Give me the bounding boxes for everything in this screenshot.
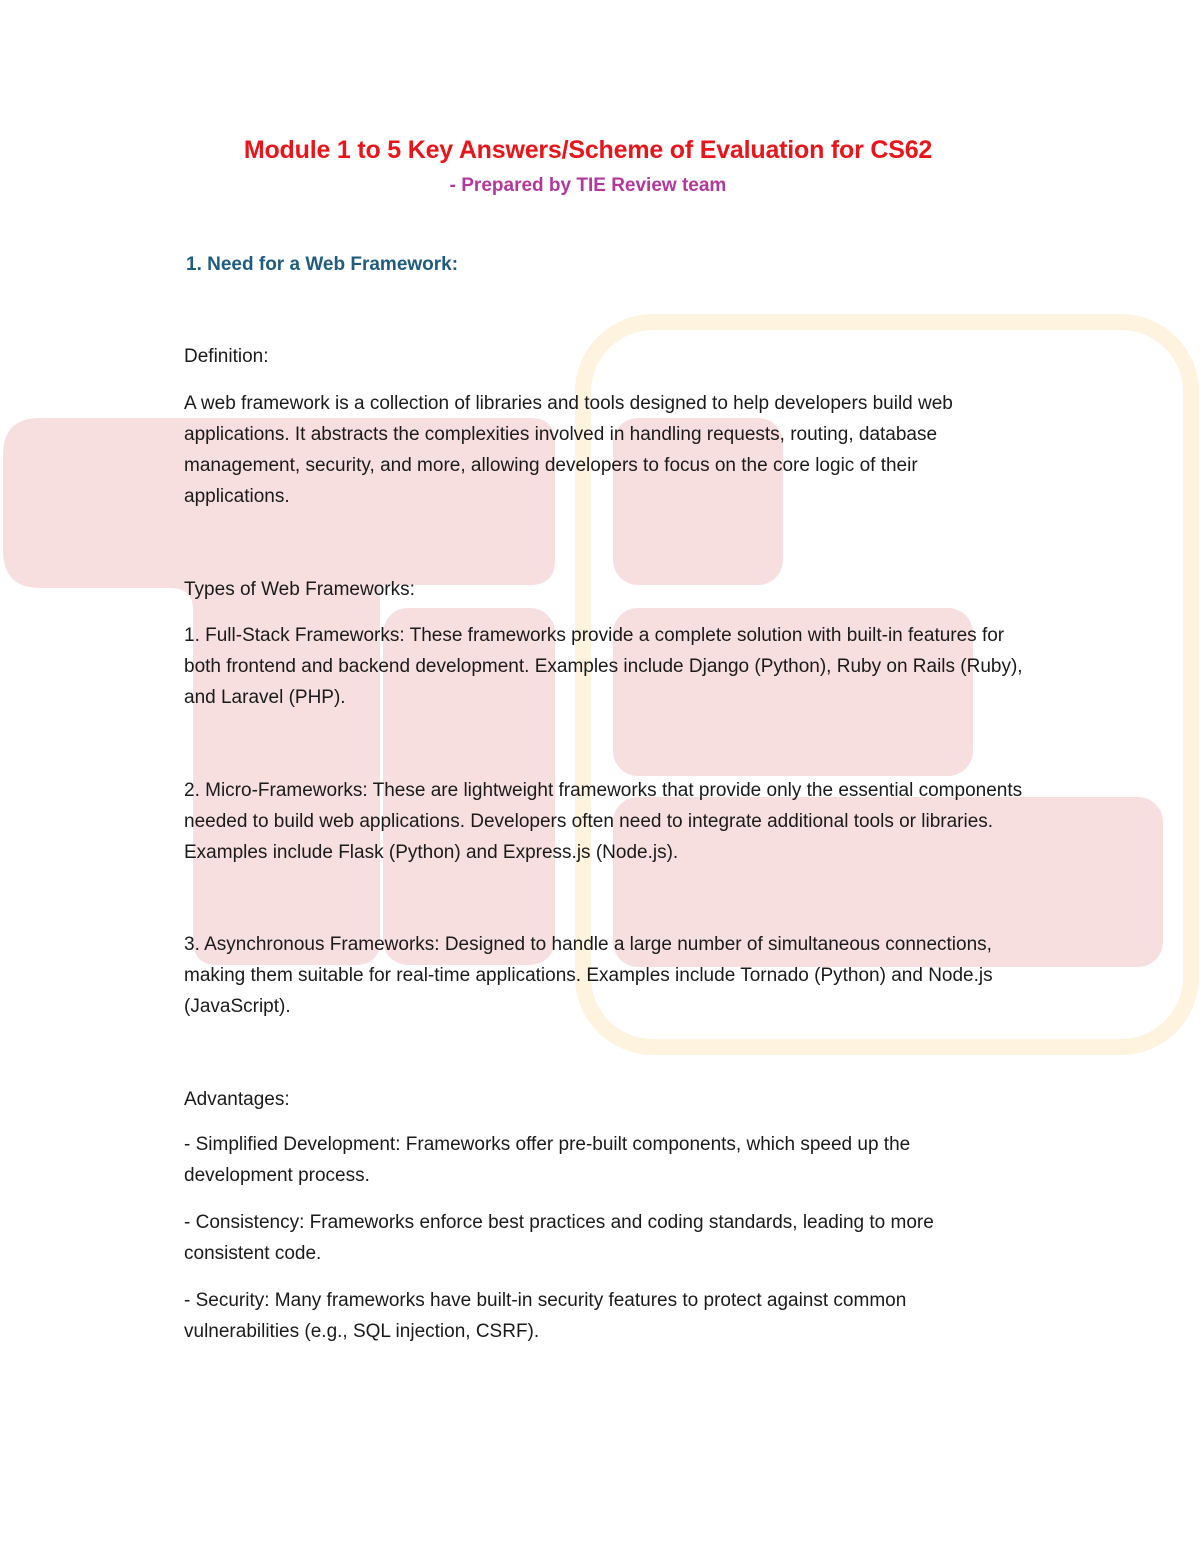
advantages-label: Advantages: [184, 1089, 290, 1110]
advantage-item-consistency: - Consistency: Frameworks enforce best practices and coding standards, leading to more consistent code. [184, 1212, 934, 1264]
definition-label: Definition: [184, 346, 269, 367]
section-heading: 1. Need for a Web Framework: [186, 254, 459, 275]
advantage-item-security: - Security: Many frameworks have built-in security features to protect against common vulnerabilities (e.g., SQL injection, CSRF). [184, 1290, 907, 1342]
type-item-full-stack: 1. Full-Stack Frameworks: These frameworks provide a complete solution with built-in features for both frontend and backend development. Examples include Django (Python), Ruby on Rails (Ruby), and Laravel (PHP). [184, 625, 1023, 708]
definition-paragraph: A web framework is a collection of libraries and tools designed to help developers build web applications. It abstracts the complexities involved in handling requests, routing, database management, security, and more, allowing developers to focus on the core logic of their applications. [184, 393, 953, 507]
document-subtitle: - Prepared by TIE Review team [449, 175, 727, 196]
types-label: Types of Web Frameworks: [184, 579, 415, 600]
advantage-item-simplified: - Simplified Development: Frameworks offer pre-built components, which speed up the development process. [184, 1134, 911, 1186]
type-item-micro: 2. Micro-Frameworks: These are lightweight frameworks that provide only the essential components needed to build web applications. Developers often need to integrate additional tools or libraries. Examples include Flask (Python) and Express.js (Node.js). [184, 780, 1023, 863]
type-item-async: 3. Asynchronous Frameworks: Designed to handle a large number of simultaneous connections, making them suitable for real-time applications. Examples include Tornado (Python) and Node.js (JavaScript). [184, 934, 993, 1017]
document-title: Module 1 to 5 Key Answers/Scheme of Evaluation for CS62 [243, 136, 933, 164]
